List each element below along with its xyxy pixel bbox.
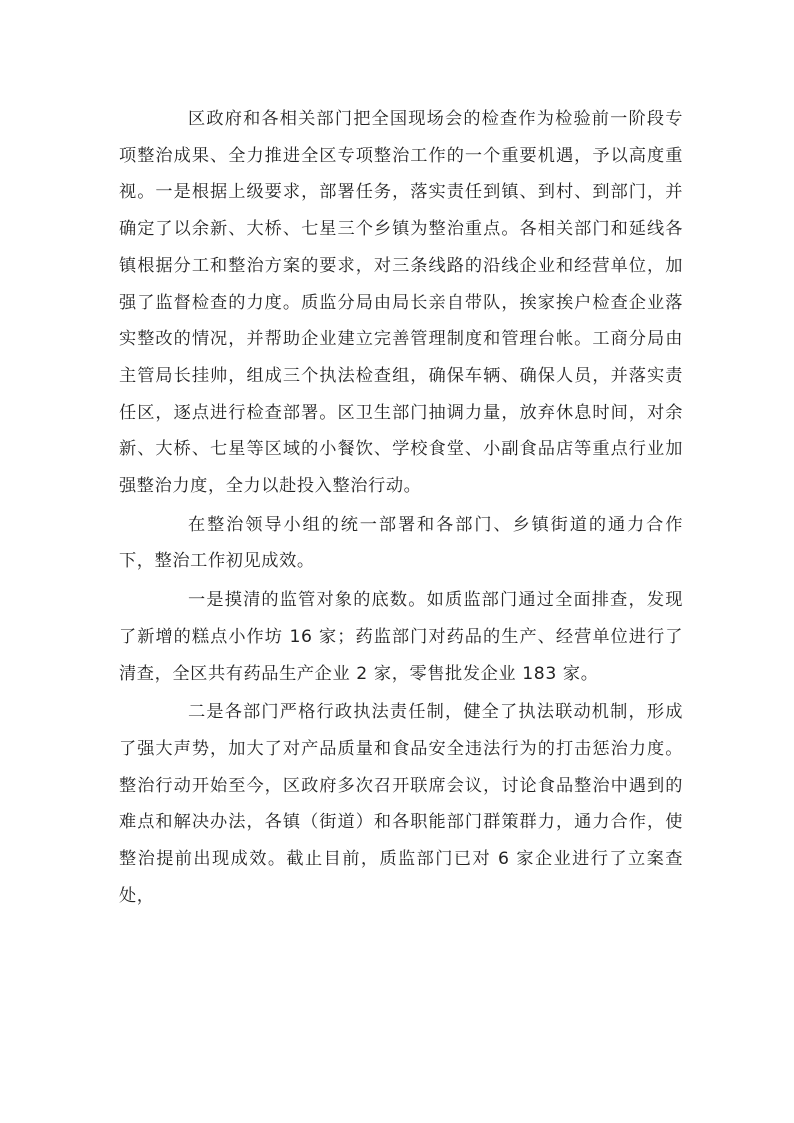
document-body <box>119 101 683 916</box>
paragraph-4: 二是各部门严格行政执法责任制，健全了执法联动机制，形成了强大声势，加大了对产品质量和食品安全违法行为的打击惩治力度。整治行动开始至今，区政府多次召开联席会议，讨论食品整治中遇到的难点和解决办法，各镇（街道）和各职能部门群策群力，通力合作，使整治提前出现成效。截止目前，质监部门已对 6 家企业进行了立案查处， <box>119 702 683 906</box>
paragraph-3: 一是摸清的监管对象的底数。如质监部门通过全面排查，发现了新增的糕点小作坊 16 家；药监部门对药品的生产、经营单位进行了清查，全区共有药品生产企业 2 家，零售批发企业 183 家。 <box>119 590 683 684</box>
paragraph-1: 区政府和各相关部门把全国现场会的检查作为检验前一阶段专项整治成果、全力推进全区专项整治工作的一个重要机遇，予以高度重视。一是根据上级要求，部署任务，落实责任到镇、到村、到部门，并确定了以余新、大桥、七星三个乡镇为整治重点。各相关部门和延线各镇根据分工和整治方案的要求，对三条线路的沿线企业和经营单位，加强了监督检查的力度。质监分局由局长亲自带队，挨家挨户检查企业落实整改的情况，并帮助企业建立完善管理制度和管理台帐。工商分局由主管局长挂帅，组成三个执法检查组，确保车辆、确保人员，并落实责任区，逐点进行检查部署。区卫生部门抽调力量，放弃休息时间，对余新、大桥、七星等区域的小餐饮、学校食堂、小副食品店等重点行业加强整治力度，全力以赴投入整治行动。 <box>119 109 683 497</box>
paragraph-2: 在整治领导小组的统一部署和各部门、乡镇街道的通力合作下，整治工作初见成效。 <box>119 514 683 572</box>
